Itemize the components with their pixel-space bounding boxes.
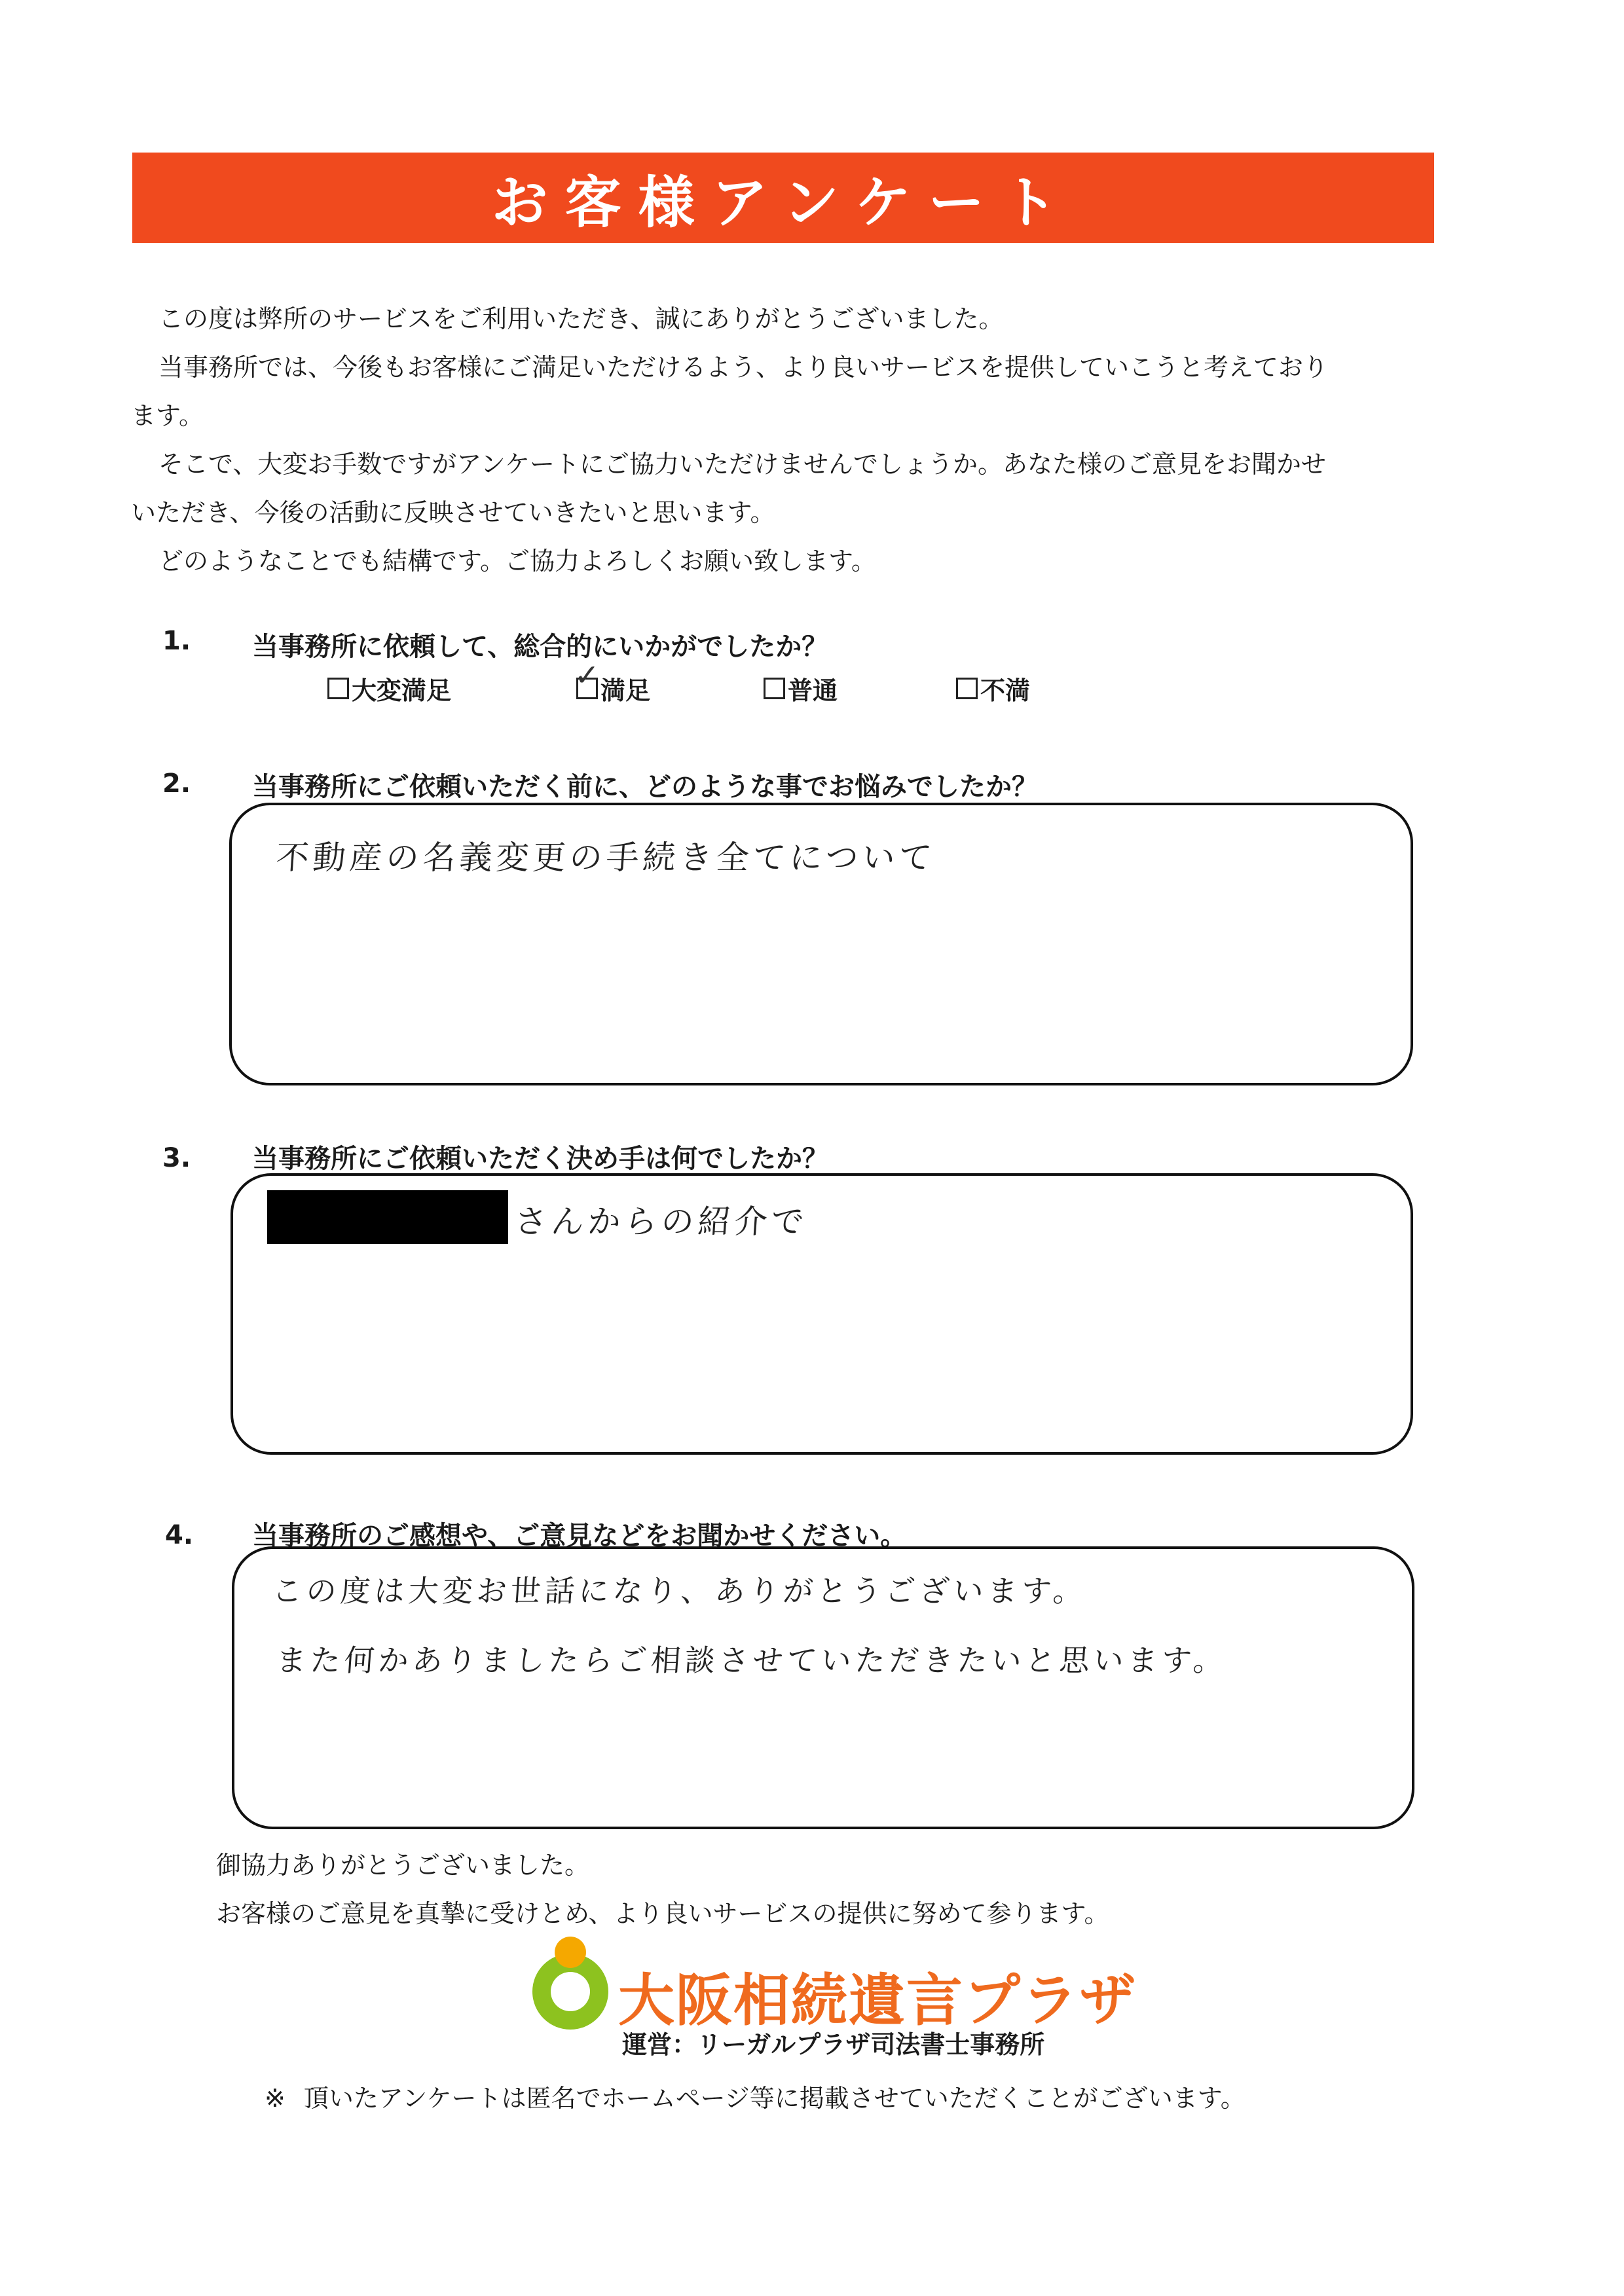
- redaction-bar: [267, 1190, 508, 1244]
- question-4-text: 当事務所のご感想や、ご意見などをお聞かせください。: [252, 1521, 907, 1551]
- brand-name: 大阪相続遺言プラザ: [618, 1968, 1137, 2033]
- question-2-number: 2.: [162, 769, 191, 799]
- intro-line: この度は弊所のサービスをご利用いただき、誠にありがとうございました。: [158, 304, 1004, 333]
- option-dissatisfied[interactable]: [956, 670, 1030, 706]
- reference-mark: ※: [265, 2084, 286, 2113]
- brand-operator: 運営：リーガルプラザ司法書士事務所: [622, 2030, 1045, 2059]
- answer-box-2[interactable]: [229, 803, 1413, 1085]
- closing-thanks: 御協力ありがとうございました。: [216, 1851, 590, 1880]
- intro-paragraph: [131, 295, 1434, 585]
- question-2-text: 当事務所にご依頼いただく前に、どのような事でお悩みでしたか？: [252, 772, 1038, 802]
- question-3-number: 3.: [162, 1143, 191, 1173]
- handwritten-answer-line: この度は大変お世話になり、ありがとうございます。: [270, 1573, 1089, 1609]
- intro-line: ます。: [131, 401, 204, 430]
- question-3-text: 当事務所にご依頼いただく決め手は何でしたか？: [252, 1144, 828, 1174]
- intro-line: いただき、今後の活動に反映させていきたいと思います。: [131, 498, 775, 527]
- answer-box-4[interactable]: [232, 1546, 1414, 1829]
- handwritten-answer: さんからの紹介で: [513, 1203, 809, 1241]
- survey-title-banner: [132, 153, 1434, 243]
- question-1-number: 1.: [162, 626, 191, 656]
- footnote-text: 頂いたアンケートは匿名でホームページ等に掲載させていただくことがございます。: [303, 2084, 1246, 2113]
- checkbox[interactable]: [327, 678, 349, 699]
- checkbox[interactable]: [956, 678, 978, 699]
- handwritten-answer: 不動産の名義変更の手続き全てについて: [274, 839, 937, 877]
- question-4-number: 4.: [165, 1520, 194, 1550]
- checkbox-checked[interactable]: [574, 657, 600, 699]
- handwritten-answer-line: また何かありましたらご相談させていただきたいと思います。: [274, 1643, 1229, 1678]
- option-normal[interactable]: [764, 670, 838, 706]
- option-satisfied[interactable]: [574, 657, 651, 706]
- checkbox[interactable]: [764, 678, 785, 699]
- intro-line: 当事務所では、今後もお客様にご満足いただけるよう、より良いサービスを提供していこうと考えており: [158, 353, 1329, 382]
- option-very-satisfied[interactable]: [327, 670, 451, 706]
- checkmark-icon: ✓: [574, 657, 600, 693]
- survey-title: お客様アンケート: [491, 170, 1075, 236]
- option-label: 満足: [600, 676, 651, 705]
- footnote: [265, 2078, 1246, 2114]
- intro-line: どのようなことでも結構です。ご協力よろしくお願い致します。: [158, 547, 876, 575]
- question-1-text: 当事務所に依頼して、総合的にいかがでしたか？: [252, 632, 828, 662]
- option-label: 不満: [980, 676, 1031, 705]
- closing-message: お客様のご意見を真摯に受けとめ、より良いサービスの提供に努めて参ります。: [216, 1899, 1109, 1928]
- option-label: 普通: [788, 676, 838, 705]
- brand-logo-icon: [526, 1933, 614, 2033]
- intro-line: そこで、大変お手数ですがアンケートにご協力いただけませんでしょうか。あなた様のご意見をお聞かせ: [158, 450, 1326, 479]
- option-label: 大変満足: [352, 676, 452, 705]
